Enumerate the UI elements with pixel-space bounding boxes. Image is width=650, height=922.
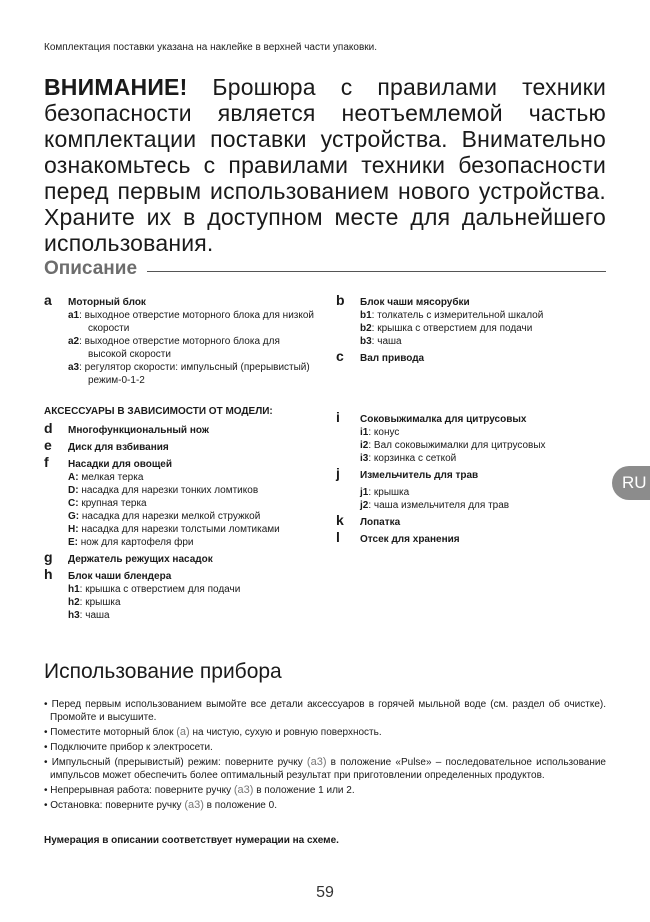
part-letter: h [44, 566, 53, 582]
description-heading [44, 258, 606, 284]
bullet-text: Остановка: поверните ручку [50, 800, 185, 811]
part-name: Диск для взбивания [68, 442, 169, 453]
subpart-text: насадка для нарезки толстыми ломтиками [78, 524, 280, 535]
part-g [44, 549, 319, 566]
subpart [360, 322, 606, 335]
bullet-text: Перед первым использованием вымойте все детали аксессуаров в горячей мыльной воде (см. раздел об очистке). Промойте и высушите. [50, 699, 606, 723]
subpart [68, 510, 319, 523]
subpart [68, 309, 319, 335]
bullet-text: на чистую, сухую и ровную поверхность. [189, 727, 382, 738]
part-name: Блок чаши мясорубки [360, 297, 470, 308]
subpart-text: : выходное отверстие моторного блока для низкой скорости [79, 310, 314, 334]
subpart-key: A: [68, 472, 79, 483]
part-reference: (a3) [184, 799, 204, 811]
subpart-key: i3 [360, 453, 369, 464]
part-d [44, 420, 319, 437]
subpart-text: : чаша [371, 336, 402, 347]
subpart-key: D: [68, 485, 79, 496]
part-name: Лопатка [360, 517, 401, 528]
part-name: Отсек для хранения [360, 534, 460, 545]
top-note: Комплектация поставки указана на наклейке в верхней части упаковки. [44, 42, 377, 53]
subpart [360, 452, 606, 465]
subpart [68, 536, 319, 549]
subpart [68, 497, 319, 510]
subpart-key: b2 [360, 323, 372, 334]
usage-bullet: • Остановка: поверните ручку (a3) в положение 0. [44, 799, 277, 811]
subpart-text: : крышка [368, 487, 410, 498]
subpart [360, 499, 606, 512]
subpart-key: h1 [68, 584, 80, 595]
safety-warning [44, 74, 606, 256]
subpart-key: b1 [360, 310, 372, 321]
bullet-text: Непрерывная работа: поверните ручку [50, 785, 234, 796]
parts-right-column [336, 292, 606, 550]
subpart-key: C: [68, 498, 79, 509]
part-name: Многофункциональный нож [68, 425, 209, 436]
part-l [336, 529, 606, 546]
subpart-text: : выходное отверстие моторного блока для высокой скорости [79, 336, 280, 360]
part-a [44, 292, 319, 387]
subpart [360, 486, 606, 499]
part-letter: a [44, 292, 52, 308]
part-h [44, 566, 319, 622]
subpart [360, 309, 606, 322]
bullet-text: в положение 0. [203, 800, 277, 811]
subpart-text: : крышка [79, 597, 121, 608]
part-letter: j [336, 465, 340, 481]
page-number: 59 [316, 884, 334, 901]
part-letter: b [336, 292, 345, 308]
subpart-key: a3 [68, 362, 80, 373]
subpart-key: i1 [360, 427, 369, 438]
subpart-text: крупная терка [78, 498, 147, 509]
part-name: Соковыжималка для цитрусовых [360, 414, 527, 425]
subpart [68, 361, 319, 387]
subpart [360, 426, 606, 439]
part-letter: l [336, 529, 340, 545]
part-letter: i [336, 409, 340, 425]
part-name: Держатель режущих насадок [68, 554, 213, 565]
subpart-text: : толкатель с измерительной шкалой [371, 310, 544, 321]
subpart [360, 335, 606, 348]
subpart [68, 609, 319, 622]
subpart [68, 523, 319, 536]
warning-label: ВНИМАНИЕ! [44, 74, 188, 100]
subpart-text: нож для картофеля фри [78, 537, 194, 548]
part-letter: e [44, 437, 52, 453]
bullet-text: в положение 1 или 2. [253, 785, 355, 796]
subpart [360, 439, 606, 452]
part-reference: (a) [176, 726, 190, 738]
subpart-key: j1 [360, 487, 369, 498]
subpart-key: H: [68, 524, 79, 535]
warning-text: Брошюра с правилами техники безопасности является неотъемлемой частью комплектации поставки устройства. Внимательно ознакомьтесь с правилами техники безопасности перед первым использованием нового устройства. Храните их в доступном месте для дальнейшего использования. [44, 74, 606, 256]
part-f [44, 454, 319, 549]
usage-bullet: • Импульсный (прерывистый) режим: поверните ручку (a3) в положение «Pulse» – последовательное использование импульсов может обеспечить более оптимальный результат при приготовлении определенных продуктов. [44, 756, 606, 781]
subpart [68, 583, 319, 596]
part-name: Насадки для овощей [68, 459, 172, 470]
part-c [336, 348, 606, 365]
language-tab: RU [612, 466, 650, 500]
part-k [336, 512, 606, 529]
usage-bullet: • Непрерывная работа: поверните ручку (a3) в положение 1 или 2. [44, 784, 355, 796]
subpart [68, 596, 319, 609]
part-letter: c [336, 348, 344, 364]
subpart-text: : чаша [79, 610, 110, 621]
part-name: Вал привода [360, 353, 425, 364]
accessories-heading: АКСЕССУАРЫ В ЗАВИСИМОСТИ ОТ МОДЕЛИ: [44, 406, 273, 417]
description-title: Описание [44, 258, 147, 279]
part-name: Измельчитель для трав [360, 470, 479, 481]
part-e [44, 437, 319, 454]
subpart [68, 335, 319, 361]
usage-bullets [44, 698, 606, 814]
numbering-note: Нумерация в описании соответствует нумерации на схеме. [44, 835, 339, 846]
subpart-key: E: [68, 537, 78, 548]
subpart-key: i2 [360, 440, 369, 451]
subpart-key: h2 [68, 597, 80, 608]
subpart-text: : крышка с отверстием для подачи [371, 323, 533, 334]
part-name: Моторный блок [68, 297, 146, 308]
part-letter: f [44, 454, 49, 470]
subpart [68, 471, 319, 484]
subpart-key: G: [68, 511, 80, 522]
subpart-key: b3 [360, 336, 372, 347]
usage-bullet: • Подключите прибор к электросети. [44, 742, 213, 753]
part-b [336, 292, 606, 348]
bullet-text: Подключите прибор к электросети. [50, 742, 213, 753]
bullet-text: Поместите моторный блок [50, 727, 177, 738]
subpart-text: насадка для нарезки тонких ломтиков [78, 485, 259, 496]
subpart-text: : регулятор скорости: импульсный (прерывистый) режим-0-1-2 [79, 362, 310, 386]
parts-left-column [44, 292, 319, 626]
part-j [336, 465, 606, 512]
usage-bullet: • Поместите моторный блок (a) на чистую, сухую и ровную поверхность. [44, 726, 382, 738]
part-reference: (a3) [233, 784, 254, 796]
subpart-text: : корзинка с сеткой [368, 453, 457, 464]
subpart-key: h3 [68, 610, 80, 621]
subpart [68, 484, 319, 497]
subpart-text: насадка для нарезки мелкой стружкой [79, 511, 261, 522]
part-i [336, 409, 606, 465]
subpart-text: : чаша измельчителя для трав [368, 500, 510, 511]
part-reference: (a3) [306, 756, 327, 768]
subpart-text: мелкая терка [78, 472, 144, 483]
bullet-text: Импульсный (прерывистый) режим: поверните ручку [51, 757, 307, 768]
subpart-key: a1 [68, 310, 80, 321]
subpart-key: j2 [360, 500, 369, 511]
part-name: Блок чаши блендера [68, 571, 172, 582]
subpart-text: : конус [368, 427, 400, 438]
usage-title: Использование прибора [44, 660, 282, 683]
bullet-text: в положение «Pulse» – последовательное использование импульсов может обеспечить более оптимальный результат при приготовлении определенных продуктов. [50, 757, 606, 781]
part-letter: d [44, 420, 53, 436]
part-letter: g [44, 549, 53, 565]
subpart-text: : Вал соковыжималки для цитрусовых [368, 440, 546, 451]
usage-bullet: • Перед первым использованием вымойте все детали аксессуаров в горячей мыльной воде (см. раздел об очистке). Промойте и высушите. [44, 699, 606, 723]
part-letter: k [336, 512, 344, 528]
subpart-key: a2 [68, 336, 80, 347]
subpart-text: : крышка с отверстием для подачи [79, 584, 241, 595]
